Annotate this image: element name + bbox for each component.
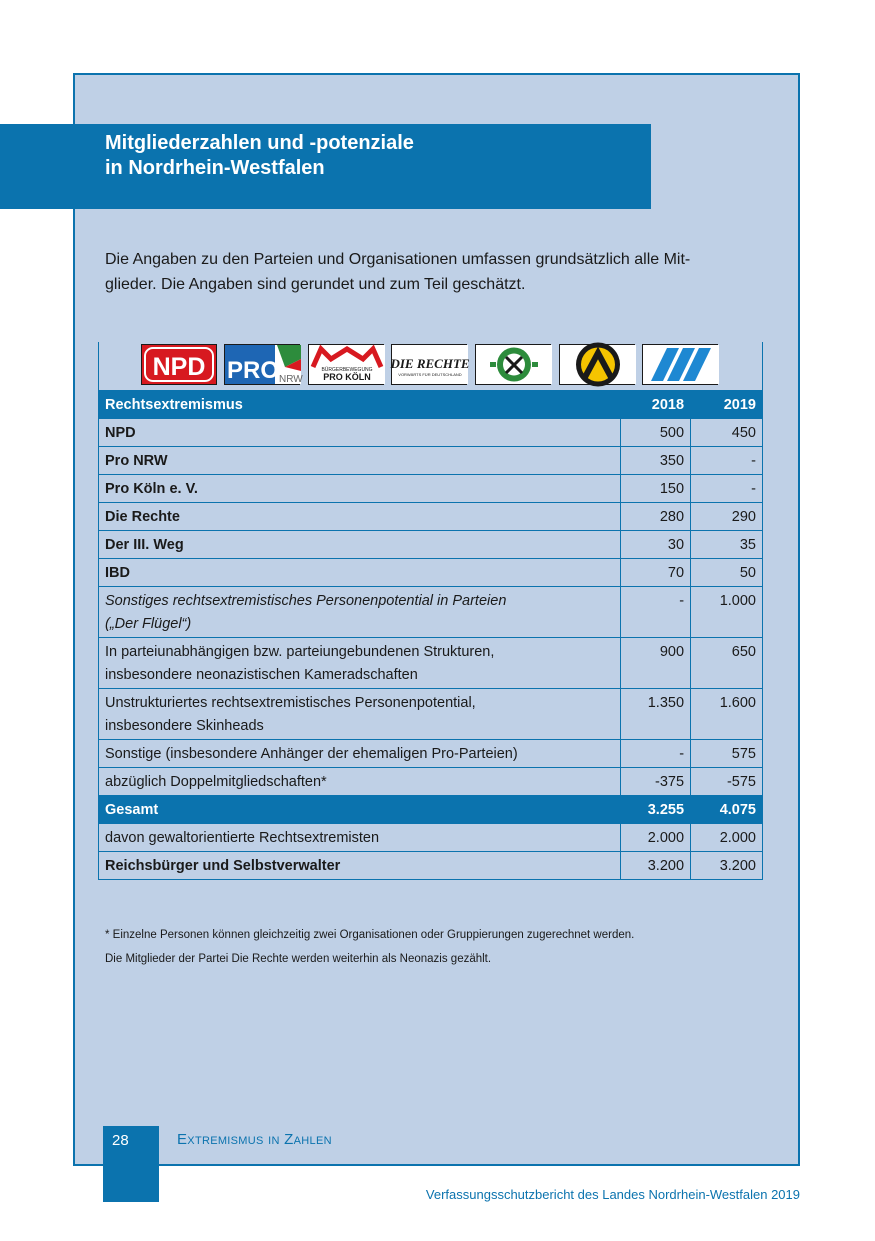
row-label: Der III. Weg xyxy=(99,531,621,559)
header-year-2019: 2019 xyxy=(691,391,763,419)
row-value-2018: - xyxy=(621,587,691,638)
row-value-2019: - xyxy=(691,475,763,503)
row-value-2018: 900 xyxy=(621,638,691,689)
row-label xyxy=(99,587,621,638)
pro-koeln-logo-icon xyxy=(308,344,384,385)
row-value-2019: - xyxy=(691,447,763,475)
row-value-2018: 150 xyxy=(621,475,691,503)
publication-footer: Verfassungsschutzbericht des Landes Nordrhein-Westfalen 2019 xyxy=(425,1187,800,1202)
pro-nrw-logo-icon xyxy=(224,344,303,385)
row-value-2018: 70 xyxy=(621,559,691,587)
intro-line-2: glieder. Die Angaben sind gerundet und zum Teil geschätzt. xyxy=(105,276,526,293)
table-row xyxy=(99,531,763,559)
die-rechte-logo-text: DIE RECHTE xyxy=(390,356,470,371)
intro-line-1: Die Angaben zu den Parteien und Organisationen umfassen grundsätzlich alle Mit- xyxy=(105,251,691,268)
row-value-2019: -575 xyxy=(691,768,763,796)
row-label: Reichsbürger und Selbstverwalter xyxy=(99,852,621,880)
row-label-line-1: Unstrukturiertes rechtsextremistisches Personenpotential, xyxy=(105,695,476,711)
table-row xyxy=(99,852,763,880)
total-label: Gesamt xyxy=(99,796,621,824)
table-row xyxy=(99,824,763,852)
row-label: abzüglich Doppelmitgliedschaften* xyxy=(99,768,621,796)
footnote-double-membership: * Einzelne Personen können gleichzeitig zwei Organisationen oder Gruppierungen zugerechnet werden. xyxy=(105,929,635,941)
row-label: Die Rechte xyxy=(99,503,621,531)
table-row xyxy=(99,740,763,768)
row-label-line-1: Sonstiges rechtsextremistisches Personenpotential in Parteien xyxy=(105,593,507,609)
table-row xyxy=(99,447,763,475)
row-label: NPD xyxy=(99,419,621,447)
table-row xyxy=(99,475,763,503)
table-row xyxy=(99,587,763,638)
total-value-2018: 3.255 xyxy=(621,796,691,824)
pro-nrw-logo-text: PRO xyxy=(227,357,280,384)
row-label xyxy=(99,689,621,740)
stripes-logo-icon xyxy=(642,344,718,385)
table-row xyxy=(99,689,763,740)
table-row xyxy=(99,503,763,531)
row-value-2018: -375 xyxy=(621,768,691,796)
row-value-2019: 1.600 xyxy=(691,689,763,740)
table-total-row xyxy=(99,796,763,824)
running-head: Extremismus in Zahlen xyxy=(177,1131,332,1148)
pro-nrw-logo-subtext: NRW xyxy=(279,374,303,385)
row-value-2018: 350 xyxy=(621,447,691,475)
row-label: davon gewaltorientierte Rechtsextremisten xyxy=(99,824,621,852)
row-value-2019: 3.200 xyxy=(691,852,763,880)
row-label: Sonstige (insbesondere Anhänger der ehemaligen Pro-Parteien) xyxy=(99,740,621,768)
row-label-line-2: insbesondere neonazistischen Kameradschaften xyxy=(105,667,418,683)
ibd-lambda-logo-icon xyxy=(559,344,635,385)
row-value-2019: 2.000 xyxy=(691,824,763,852)
pro-koeln-logo-toptext: BÜRGERBEWEGUNG xyxy=(321,367,373,373)
die-rechte-logo-icon xyxy=(390,344,470,385)
row-label xyxy=(99,638,621,689)
row-value-2018: 2.000 xyxy=(621,824,691,852)
table-row xyxy=(99,559,763,587)
row-label-line-1: In parteiunabhängigen bzw. parteiungebundenen Strukturen, xyxy=(105,644,495,660)
row-value-2019: 290 xyxy=(691,503,763,531)
row-label: Pro Köln e. V. xyxy=(99,475,621,503)
table-row xyxy=(99,419,763,447)
table-row xyxy=(99,638,763,689)
der-dritte-weg-logo-icon xyxy=(475,344,551,385)
row-label-line-2: („Der Flügel“) xyxy=(105,616,192,632)
row-value-2018: 30 xyxy=(621,531,691,559)
row-value-2018: 500 xyxy=(621,419,691,447)
row-value-2019: 450 xyxy=(691,419,763,447)
row-value-2019: 1.000 xyxy=(691,587,763,638)
page-number: 28 xyxy=(112,1132,129,1149)
die-rechte-logo-subtext: VORWÄRTS FÜR DEUTSCHLAND xyxy=(398,372,462,377)
total-value-2019: 4.075 xyxy=(691,796,763,824)
npd-logo-text: NPD xyxy=(152,353,206,381)
row-value-2018: 280 xyxy=(621,503,691,531)
npd-logo-icon xyxy=(141,344,217,385)
row-value-2018: 3.200 xyxy=(621,852,691,880)
header-year-2018: 2018 xyxy=(621,391,691,419)
row-value-2019: 575 xyxy=(691,740,763,768)
row-label: IBD xyxy=(99,559,621,587)
pro-koeln-logo-text: PRO KÖLN xyxy=(323,372,371,382)
footnote-die-rechte: Die Mitglieder der Partei Die Rechte werden weiterhin als Neonazis gezählt. xyxy=(105,953,492,965)
row-value-2019: 650 xyxy=(691,638,763,689)
page-title-line-1: Mitgliederzahlen und -potenziale xyxy=(105,132,414,154)
page-title-line-2: in Nordrhein-Westfalen xyxy=(105,157,325,179)
row-value-2019: 35 xyxy=(691,531,763,559)
row-label: Pro NRW xyxy=(99,447,621,475)
header-label: Rechtsextremismus xyxy=(99,391,621,419)
table-header-row xyxy=(99,391,763,419)
row-label-line-2: insbesondere Skinheads xyxy=(105,718,264,734)
row-value-2018: - xyxy=(621,740,691,768)
row-value-2019: 50 xyxy=(691,559,763,587)
membership-table xyxy=(98,390,763,880)
table-row xyxy=(99,768,763,796)
row-value-2018: 1.350 xyxy=(621,689,691,740)
